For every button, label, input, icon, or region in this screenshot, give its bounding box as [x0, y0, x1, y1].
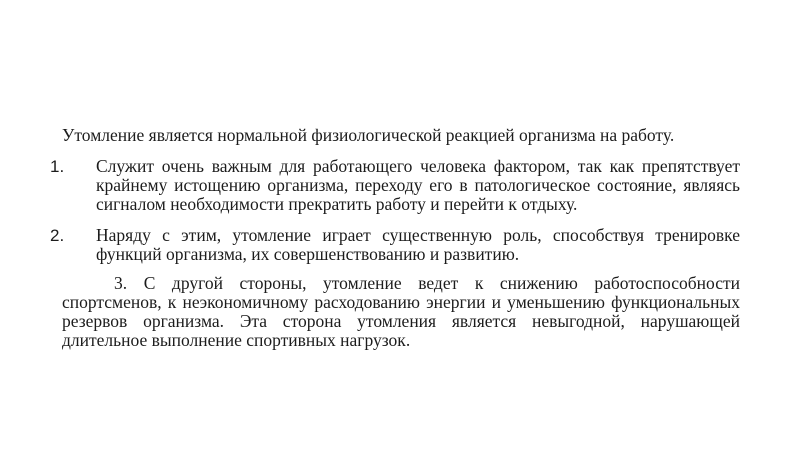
list-number: 1. — [50, 157, 65, 176]
third-point-paragraph: 3. С другой стороны, утомление ведет к снижению работоспособности спортсменов, к неэкономичному расходованию энергии и уменьшению функциональных резервов организма. Эта сторона утомления является невыгодной, нарушающей длительное выполнение спортивных нагрузок. — [62, 273, 740, 350]
list-item-text: Наряду с этим, утомление играет существенную роль, способствуя тренировке функций организма, их совершенствованию и развитию. — [96, 225, 740, 264]
list-item — [50, 156, 740, 214]
list-item-text: Служит очень важным для работающего человека фактором, так как препятствует крайнему истощению организма, переходу его в патологическое состояние, являясь сигналом необходимости прекратить работу и перейти к отдыху. — [96, 156, 740, 214]
slide-text-body — [50, 125, 740, 350]
list-item — [50, 225, 740, 264]
list-number: 2. — [50, 226, 65, 245]
intro-paragraph: Утомление является нормальной физиологической реакцией организма на работу. — [62, 125, 675, 145]
numbered-list — [50, 156, 740, 264]
